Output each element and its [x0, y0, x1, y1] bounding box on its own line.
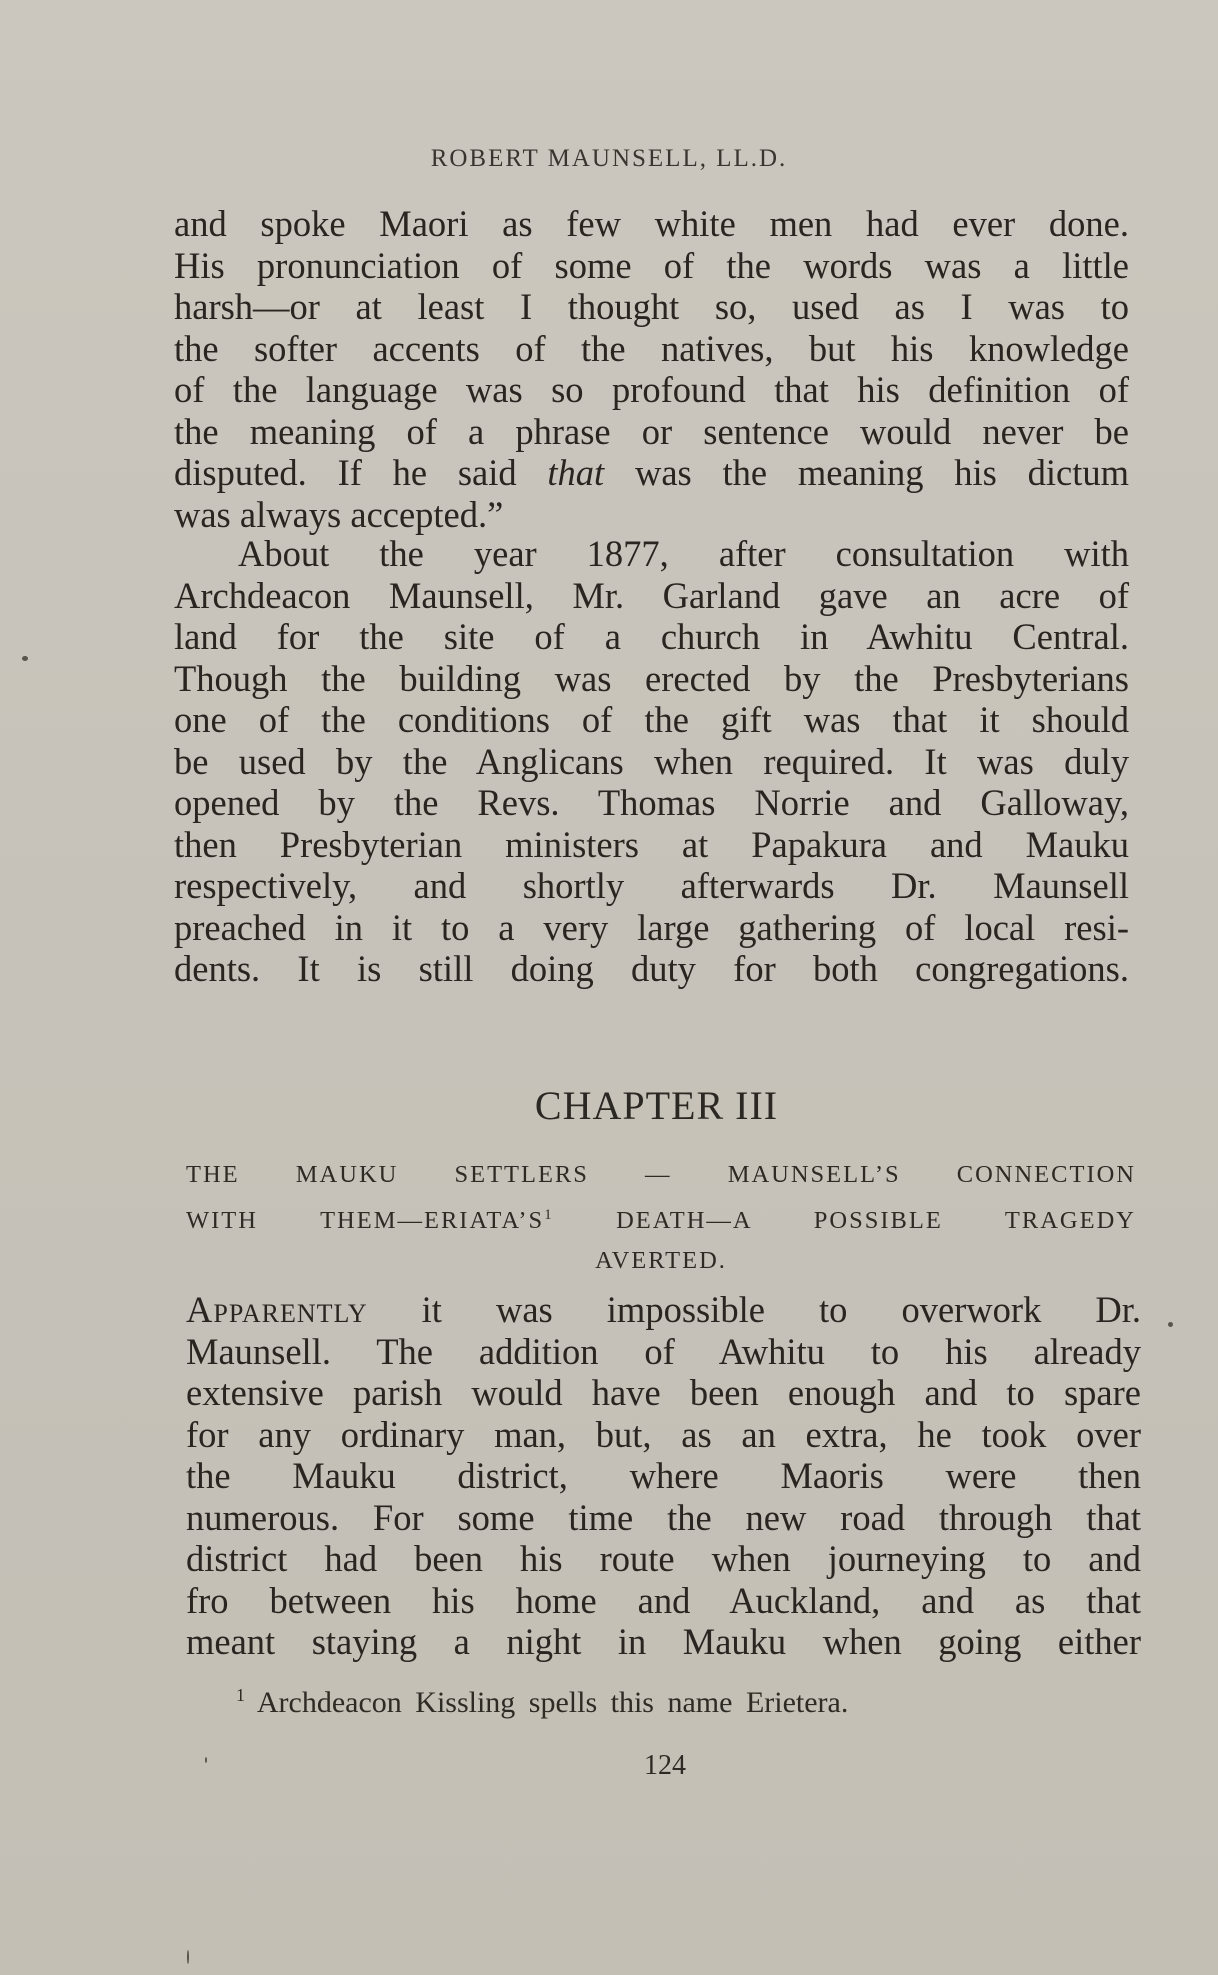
paper-speck [1168, 1322, 1173, 1327]
text-line: His pronunciation of some of the words was a little [174, 244, 1129, 286]
text-line: of the language was so profound that his definition of [174, 369, 1129, 410]
text-line [186, 1289, 1141, 1331]
summary-line: THE MAUKU SETTLERS — MAUNSELL’S CONNECTION [186, 1161, 1136, 1188]
footnote-marker: 1 [236, 1685, 245, 1705]
text-segment: WITH THEM—ERIATA’S [186, 1207, 545, 1235]
text-line: fro between his home and Auckland, and as that [186, 1579, 1141, 1621]
paper-speck [205, 1757, 207, 1763]
text-line: respectively, and shortly afterwards Dr. Maunsell [174, 865, 1129, 906]
text-line: opened by the Revs. Thomas Norrie and Galloway, [174, 782, 1129, 823]
text-line: land for the site of a church in Awhitu Central. [174, 616, 1129, 657]
page-number: 124 [644, 1750, 686, 1781]
summary-line [186, 1195, 1136, 1241]
text-line: Though the building was erected by the Presbyterians [174, 657, 1129, 699]
italic-word: that [547, 452, 605, 493]
paper-speck [22, 656, 28, 661]
text-line [174, 452, 1129, 494]
paper-speck [187, 1950, 189, 1964]
text-line: Archdeacon Maunsell, Mr. Garland gave an acre of [174, 574, 1129, 616]
text-line: then Presbyterian ministers at Papakura and Mauku [174, 823, 1129, 865]
text-line: dents. It is still doing duty for both congregations. [174, 948, 1129, 989]
text-segment: was the meaning his dictum [604, 452, 1129, 493]
summary-line: AVERTED. [595, 1247, 727, 1275]
text-line: extensive parish would have been enough and to spare [186, 1372, 1141, 1413]
paragraph-3 [186, 1289, 1141, 1663]
paragraph-1 [174, 203, 1129, 535]
text-line: be used by the Anglicans when required. It was duly [174, 740, 1129, 782]
text-line: About the year 1877, after consultation with [238, 533, 1129, 574]
footnote-reference: 1 [544, 1207, 554, 1223]
text-segment: DEATH—A POSSIBLE TRAGEDY [553, 1207, 1136, 1235]
small-caps-lead: Apparently [186, 1289, 368, 1330]
text-line: one of the conditions of the gift was that it should [174, 699, 1129, 740]
text-line: district had been his route when journeying to and [186, 1538, 1141, 1579]
footnote-text: Archdeacon Kissling spells this name Erietera. [256, 1686, 849, 1719]
text-line: the meaning of a phrase or sentence would never be [174, 410, 1129, 452]
text-line: the softer accents of the natives, but his knowledge [174, 327, 1129, 369]
text-line: for any ordinary man, but, as an extra, he took over [186, 1413, 1141, 1455]
text-line: Maunsell. The addition of Awhitu to his already [186, 1330, 1141, 1372]
text-line: numerous. For some time the new road through that [186, 1496, 1141, 1538]
text-line: the Mauku district, where Maoris were then [186, 1455, 1141, 1496]
paragraph-2 [174, 533, 1129, 990]
chapter-title: CHAPTER III [534, 1083, 779, 1128]
text-segment: it was impossible to overwork Dr. [367, 1289, 1141, 1330]
text-line: was always accepted.” [174, 493, 504, 535]
text-segment: disputed. If he said [174, 452, 548, 493]
text-line: meant staying a night in Mauku when going either [186, 1621, 1141, 1662]
text-line: harsh—or at least I thought so, used as I was to [174, 286, 1129, 327]
running-head: ROBERT MAUNSELL, LL.D. [430, 145, 788, 172]
chapter-summary [186, 1155, 1136, 1281]
text-line: preached in it to a very large gathering of local resi- [174, 906, 1129, 948]
footnote [236, 1677, 1056, 1721]
text-line: and spoke Maori as few white men had ever done. [174, 203, 1129, 244]
